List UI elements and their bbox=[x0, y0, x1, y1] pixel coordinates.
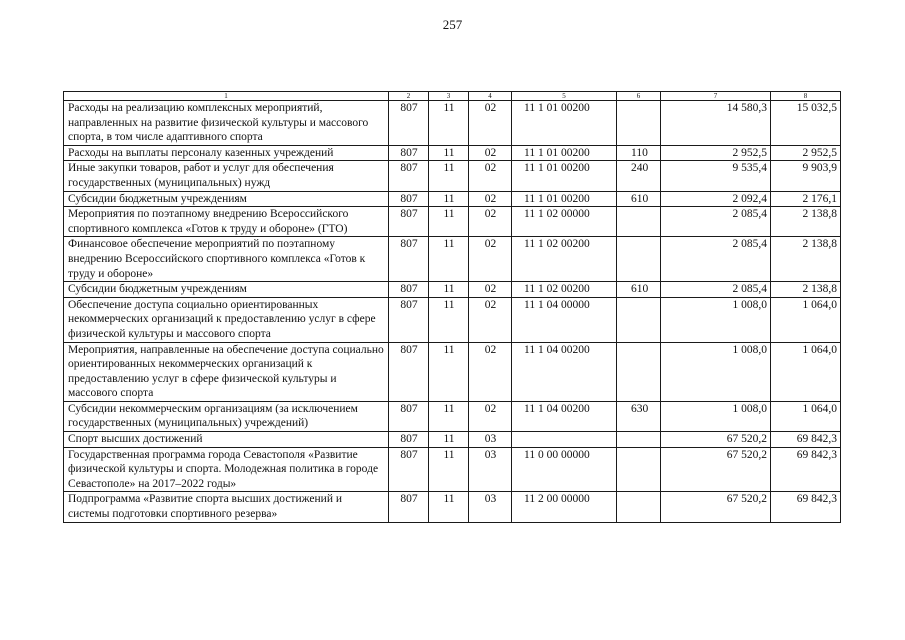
row-name: Расходы на реализацию комплексных мероприятий, направленных на развитие физической культуры и массового спорта, в том числе адаптивного спорта bbox=[64, 101, 389, 146]
row-target-article: 11 1 02 00000 bbox=[512, 207, 617, 237]
row-name: Мероприятия по поэтапному внедрению Всероссийского спортивного комплекса «Готов к труду и обороне» (ГТО) bbox=[64, 207, 389, 237]
row-subsection-code: 02 bbox=[469, 191, 512, 207]
row-section-code: 11 bbox=[429, 101, 469, 146]
row-amount-year-1: 2 085,4 bbox=[661, 282, 771, 298]
row-name: Обеспечение доступа социально ориентированных некоммерческих организаций к предоставлению услуг в сфере физической культуры и массового спорта bbox=[64, 297, 389, 342]
row-subsection-code: 02 bbox=[469, 342, 512, 401]
table-row bbox=[64, 342, 841, 401]
row-expense-type: 110 bbox=[617, 145, 661, 161]
row-section-code: 11 bbox=[429, 207, 469, 237]
row-amount-year-2: 1 064,0 bbox=[771, 297, 841, 342]
row-amount-year-1: 2 085,4 bbox=[661, 237, 771, 282]
row-section-code: 11 bbox=[429, 297, 469, 342]
table-row bbox=[64, 492, 841, 522]
row-amount-year-2: 1 064,0 bbox=[771, 401, 841, 431]
row-subsection-code: 02 bbox=[469, 207, 512, 237]
column-number: 4 bbox=[469, 92, 512, 101]
row-expense-type: 240 bbox=[617, 161, 661, 191]
column-number: 2 bbox=[389, 92, 429, 101]
table-row bbox=[64, 237, 841, 282]
row-target-article: 11 1 01 00200 bbox=[512, 161, 617, 191]
row-section-code: 11 bbox=[429, 401, 469, 431]
row-name: Субсидии некоммерческим организациям (за исключением государственных (муниципальных) учреждений) bbox=[64, 401, 389, 431]
column-number-row bbox=[64, 92, 841, 101]
row-ved-code: 807 bbox=[389, 282, 429, 298]
row-target-article: 11 1 04 00200 bbox=[512, 342, 617, 401]
row-amount-year-1: 1 008,0 bbox=[661, 342, 771, 401]
row-name: Расходы на выплаты персоналу казенных учреждений bbox=[64, 145, 389, 161]
row-subsection-code: 02 bbox=[469, 297, 512, 342]
row-section-code: 11 bbox=[429, 237, 469, 282]
row-amount-year-1: 14 580,3 bbox=[661, 101, 771, 146]
row-ved-code: 807 bbox=[389, 237, 429, 282]
row-amount-year-2: 69 842,3 bbox=[771, 492, 841, 522]
row-expense-type bbox=[617, 237, 661, 282]
row-amount-year-1: 9 535,4 bbox=[661, 161, 771, 191]
row-name: Государственная программа города Севастополя «Развитие физической культуры и спорта. Молодежная политика в городе Севастополе» на 2017–2022 годы» bbox=[64, 447, 389, 492]
row-amount-year-1: 2 092,4 bbox=[661, 191, 771, 207]
row-name: Субсидии бюджетным учреждениям bbox=[64, 282, 389, 298]
table-row bbox=[64, 145, 841, 161]
row-subsection-code: 03 bbox=[469, 447, 512, 492]
row-amount-year-1: 67 520,2 bbox=[661, 492, 771, 522]
row-amount-year-2: 15 032,5 bbox=[771, 101, 841, 146]
row-amount-year-1: 2 952,5 bbox=[661, 145, 771, 161]
row-target-article: 11 1 02 00200 bbox=[512, 282, 617, 298]
row-name: Спорт высших достижений bbox=[64, 432, 389, 448]
row-ved-code: 807 bbox=[389, 145, 429, 161]
table-row bbox=[64, 432, 841, 448]
row-subsection-code: 02 bbox=[469, 237, 512, 282]
table-row bbox=[64, 161, 841, 191]
row-target-article: 11 2 00 00000 bbox=[512, 492, 617, 522]
row-name: Субсидии бюджетным учреждениям bbox=[64, 191, 389, 207]
row-amount-year-1: 1 008,0 bbox=[661, 401, 771, 431]
row-ved-code: 807 bbox=[389, 401, 429, 431]
row-amount-year-1: 2 085,4 bbox=[661, 207, 771, 237]
row-amount-year-2: 2 138,8 bbox=[771, 207, 841, 237]
row-amount-year-1: 67 520,2 bbox=[661, 447, 771, 492]
row-name: Мероприятия, направленные на обеспечение доступа социально ориентированных некоммерческих организаций к предоставлению услуг в сфере физической культуры и массового спорта bbox=[64, 342, 389, 401]
row-target-article: 11 1 01 00200 bbox=[512, 191, 617, 207]
row-expense-type bbox=[617, 207, 661, 237]
row-amount-year-2: 2 138,8 bbox=[771, 282, 841, 298]
row-subsection-code: 02 bbox=[469, 282, 512, 298]
row-section-code: 11 bbox=[429, 145, 469, 161]
table-row bbox=[64, 447, 841, 492]
row-amount-year-1: 67 520,2 bbox=[661, 432, 771, 448]
row-target-article: 11 1 04 00000 bbox=[512, 297, 617, 342]
row-ved-code: 807 bbox=[389, 432, 429, 448]
row-ved-code: 807 bbox=[389, 447, 429, 492]
row-target-article: 11 1 04 00200 bbox=[512, 401, 617, 431]
row-target-article: 11 1 02 00200 bbox=[512, 237, 617, 282]
row-section-code: 11 bbox=[429, 447, 469, 492]
row-expense-type bbox=[617, 447, 661, 492]
row-subsection-code: 02 bbox=[469, 145, 512, 161]
row-ved-code: 807 bbox=[389, 161, 429, 191]
column-number: 3 bbox=[429, 92, 469, 101]
row-amount-year-2: 69 842,3 bbox=[771, 432, 841, 448]
row-ved-code: 807 bbox=[389, 297, 429, 342]
row-ved-code: 807 bbox=[389, 342, 429, 401]
row-target-article: 11 0 00 00000 bbox=[512, 447, 617, 492]
row-subsection-code: 03 bbox=[469, 432, 512, 448]
row-ved-code: 807 bbox=[389, 191, 429, 207]
table-row bbox=[64, 297, 841, 342]
row-target-article: 11 1 01 00200 bbox=[512, 145, 617, 161]
row-name: Подпрограмма «Развитие спорта высших достижений и системы подготовки спортивного резерва» bbox=[64, 492, 389, 522]
row-section-code: 11 bbox=[429, 191, 469, 207]
row-amount-year-2: 2 138,8 bbox=[771, 237, 841, 282]
column-number: 8 bbox=[771, 92, 841, 101]
row-name: Финансовое обеспечение мероприятий по поэтапному внедрению Всероссийского спортивного комплекса «Готов к труду и обороне» bbox=[64, 237, 389, 282]
row-subsection-code: 02 bbox=[469, 401, 512, 431]
row-ved-code: 807 bbox=[389, 207, 429, 237]
table-row bbox=[64, 191, 841, 207]
page-number: 257 bbox=[442, 17, 463, 32]
row-target-article bbox=[512, 432, 617, 448]
budget-table bbox=[63, 91, 841, 523]
row-section-code: 11 bbox=[429, 492, 469, 522]
row-subsection-code: 02 bbox=[469, 161, 512, 191]
row-name: Иные закупки товаров, работ и услуг для обеспечения государственных (муниципальных) нужд bbox=[64, 161, 389, 191]
row-expense-type bbox=[617, 432, 661, 448]
table-row bbox=[64, 207, 841, 237]
row-expense-type: 610 bbox=[617, 191, 661, 207]
row-amount-year-2: 2 176,1 bbox=[771, 191, 841, 207]
column-number: 7 bbox=[661, 92, 771, 101]
row-subsection-code: 03 bbox=[469, 492, 512, 522]
row-section-code: 11 bbox=[429, 161, 469, 191]
row-section-code: 11 bbox=[429, 432, 469, 448]
column-number: 5 bbox=[512, 92, 617, 101]
row-expense-type: 610 bbox=[617, 282, 661, 298]
row-ved-code: 807 bbox=[389, 101, 429, 146]
row-subsection-code: 02 bbox=[469, 101, 512, 146]
row-target-article: 11 1 01 00200 bbox=[512, 101, 617, 146]
row-amount-year-2: 1 064,0 bbox=[771, 342, 841, 401]
row-ved-code: 807 bbox=[389, 492, 429, 522]
table-row bbox=[64, 101, 841, 146]
row-amount-year-2: 69 842,3 bbox=[771, 447, 841, 492]
row-expense-type bbox=[617, 342, 661, 401]
row-amount-year-2: 2 952,5 bbox=[771, 145, 841, 161]
table-row bbox=[64, 401, 841, 431]
column-number: 1 bbox=[64, 92, 389, 101]
row-section-code: 11 bbox=[429, 342, 469, 401]
row-expense-type bbox=[617, 101, 661, 146]
table-row bbox=[64, 282, 841, 298]
row-expense-type bbox=[617, 492, 661, 522]
row-amount-year-2: 9 903,9 bbox=[771, 161, 841, 191]
row-expense-type: 630 bbox=[617, 401, 661, 431]
column-number: 6 bbox=[617, 92, 661, 101]
row-expense-type bbox=[617, 297, 661, 342]
row-amount-year-1: 1 008,0 bbox=[661, 297, 771, 342]
row-section-code: 11 bbox=[429, 282, 469, 298]
